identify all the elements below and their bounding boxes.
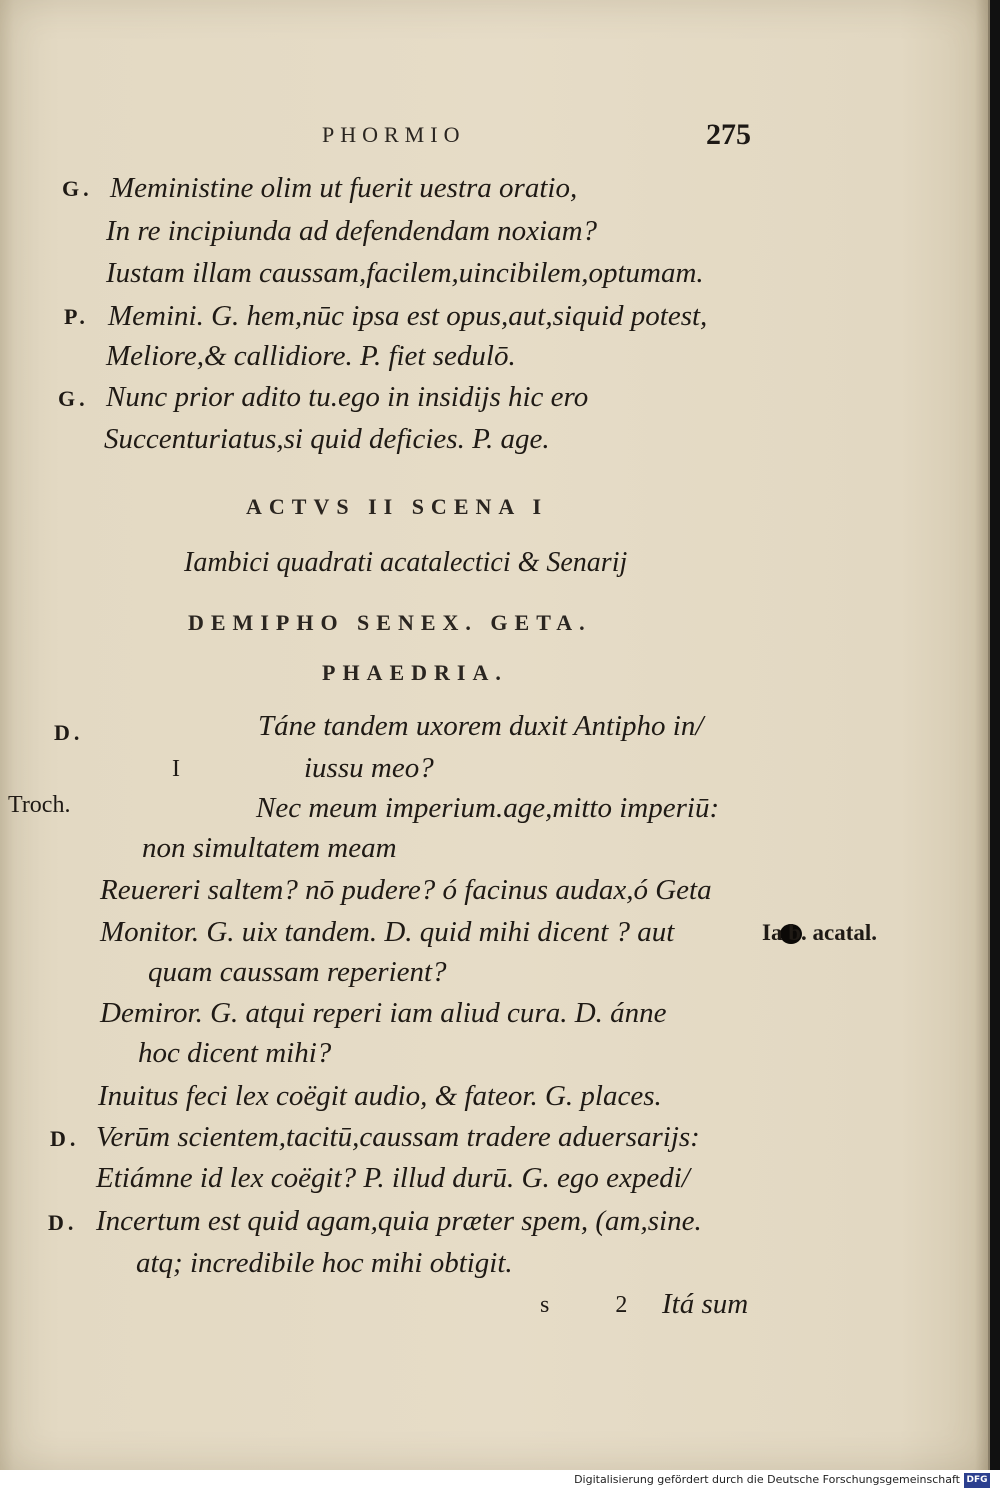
line-number: I	[172, 756, 180, 782]
footer-band	[0, 1470, 1000, 1492]
margin-note-meter: Troch.	[8, 792, 71, 818]
verse-line: Nunc prior adito tu.ego in insidijs hic ero	[106, 381, 589, 413]
speaker-label: P.	[64, 304, 89, 329]
verse-line: Reuereri saltem? nō pudere? ó facinus audax,ó Geta	[100, 874, 712, 906]
verse-line: iussu meo?	[304, 752, 434, 784]
verse-line: Demiror. G. atqui reperi iam aliud cura. D. ánne	[100, 997, 667, 1029]
catchword: Itá sum	[662, 1288, 749, 1320]
meter-heading: Iambici quadrati acatalectici & Senarij	[184, 547, 628, 578]
verse-line: hoc dicent mihi?	[138, 1037, 332, 1069]
verse-line: Inuitus feci lex coëgit audio, & fateor. G. places.	[98, 1080, 662, 1112]
margin-note-meter: Ia b. acatal.	[762, 920, 877, 945]
verse-line: non simultatem meam	[142, 832, 397, 864]
footer-credit: Digitalisierung gefördert durch die Deutsche Forschungsgemeinschaft	[574, 1473, 960, 1486]
dfg-logo: DFG	[964, 1473, 990, 1488]
page-number: 275	[706, 118, 751, 151]
characters-heading: DEMIPHO SENEX. GETA.	[188, 610, 592, 635]
verse-line: Táne tandem uxorem duxit Antipho in/	[258, 710, 704, 742]
signature-mark: s 2	[540, 1292, 658, 1318]
verse-line: Meministine olim ut fuerit uestra oratio,	[110, 172, 578, 204]
verse-line: Verūm scientem,tacitū,caussam tradere aduersarijs:	[96, 1121, 700, 1153]
verse-line: Memini. G. hem,nūc ipsa est opus,aut,siquid potest,	[108, 300, 708, 332]
verse-line: Iustam illam caussam,facilem,uincibilem,optumam.	[106, 257, 704, 289]
verse-line: Meliore,& callidiore. P. fiet sedulō.	[106, 340, 516, 372]
verse-line: Etiámne id lex coëgit? P. illud durū. G. ego expedi/	[96, 1162, 690, 1194]
verse-line: quam caussam reperient?	[148, 956, 447, 988]
speaker-label: D.	[54, 720, 84, 745]
verse-line: atq; incredibile hoc mihi obtigit.	[136, 1247, 513, 1279]
speaker-label: D.	[50, 1126, 80, 1151]
act-heading: ACTVS II SCENA I	[246, 494, 549, 519]
verse-line: Monitor. G. uix tandem. D. quid mihi dicent ? aut	[100, 916, 675, 948]
running-head: PHORMIO	[322, 122, 466, 147]
verse-line: Succenturiatus,si quid deficies. P. age.	[104, 423, 550, 455]
verse-line: In re incipiunda ad defendendam noxiam?	[106, 215, 598, 247]
speaker-label: G.	[58, 386, 89, 411]
characters-heading: PHAEDRIA.	[322, 660, 508, 685]
verse-line: Incertum est quid agam,quia præter spem, (am,sine.	[96, 1205, 702, 1237]
verse-line: Nec meum imperium.age,mitto imperiū:	[256, 792, 720, 824]
speaker-label: D.	[48, 1210, 78, 1235]
speaker-label: G.	[62, 176, 93, 201]
